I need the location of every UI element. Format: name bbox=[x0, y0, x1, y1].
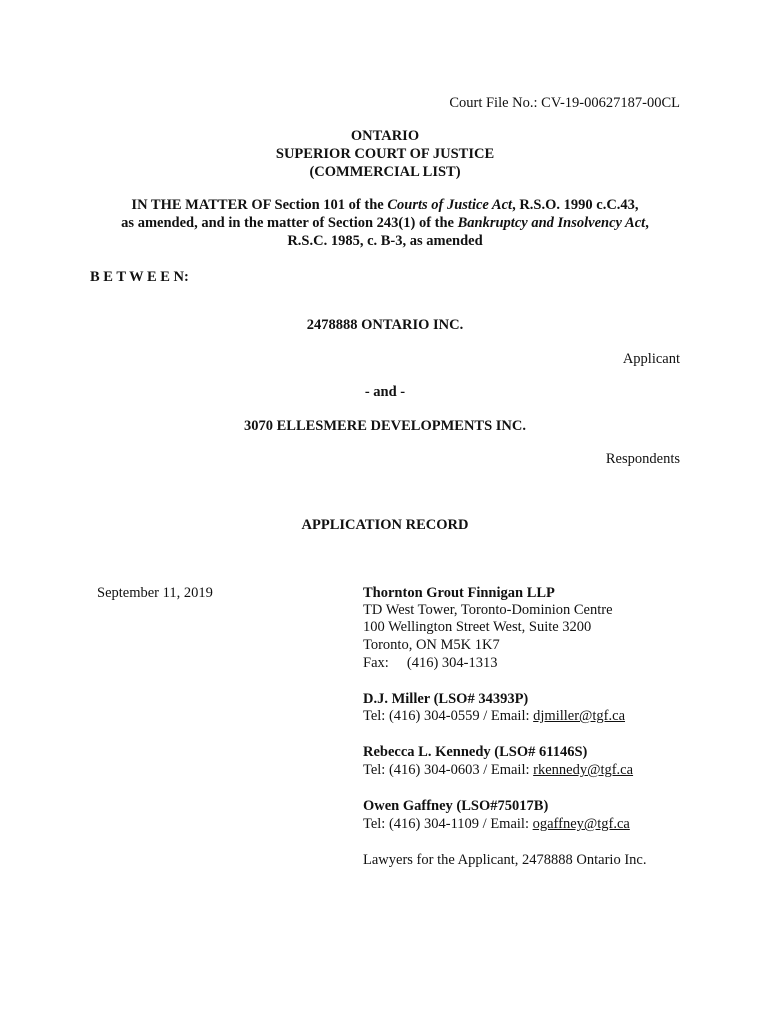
courts-act-title: Courts of Justice Act bbox=[387, 197, 513, 213]
lawyer-tel: Tel: (416) 304-1109 / Email: bbox=[363, 816, 533, 832]
matter-text: IN THE MATTER OF Section 101 of the bbox=[131, 197, 388, 213]
respondent-role: Respondents bbox=[605, 451, 680, 467]
lawyer-contact bbox=[363, 707, 625, 725]
document-date: September 11, 2019 bbox=[97, 585, 213, 601]
applicant-role: Applicant bbox=[622, 351, 680, 367]
applicant-name: 2478888 ONTARIO INC. bbox=[306, 317, 464, 333]
lawyer-tel: Tel: (416) 304-0559 / Email: bbox=[363, 708, 534, 724]
court-file-number: Court File No.: CV-19-00627187-00CL bbox=[449, 95, 680, 111]
matter-line-1 bbox=[0, 196, 770, 214]
firm-fax: Fax: (416) 304-1313 bbox=[363, 655, 498, 671]
lawyer-email-link[interactable]: djmiller@tgf.ca bbox=[533, 708, 626, 724]
matter-line-3: R.S.C. 1985, c. B-3, as amended bbox=[287, 233, 483, 249]
firm-address-3: Toronto, ON M5K 1K7 bbox=[363, 637, 500, 653]
respondent-name: 3070 ELLESMERE DEVELOPMENTS INC. bbox=[244, 418, 526, 434]
court-list: (COMMERCIAL LIST) bbox=[309, 164, 461, 180]
lawyer-contact bbox=[363, 761, 633, 779]
matter-text: as amended, and in the matter of Section 243(1) of the bbox=[121, 215, 458, 231]
firm-name: Thornton Grout Finnigan LLP bbox=[363, 585, 555, 601]
lawyer-name: D.J. Miller (LSO# 34393P) bbox=[363, 691, 529, 707]
bia-act-title: Bankruptcy and Insolvency Act bbox=[457, 215, 646, 231]
lawyers-for: Lawyers for the Applicant, 2478888 Ontario Inc. bbox=[363, 852, 647, 868]
matter-text: , bbox=[645, 215, 649, 231]
firm-address-1: TD West Tower, Toronto-Dominion Centre bbox=[363, 602, 613, 618]
matter-line-2 bbox=[0, 214, 770, 232]
court-province: ONTARIO bbox=[350, 128, 420, 144]
lawyer-contact bbox=[363, 815, 630, 833]
between-label: B E T W E E N: bbox=[90, 269, 189, 285]
lawyer-name: Rebecca L. Kennedy (LSO# 61146S) bbox=[363, 744, 588, 760]
court-name: SUPERIOR COURT OF JUSTICE bbox=[275, 146, 495, 162]
lawyer-name: Owen Gaffney (LSO#75017B) bbox=[363, 798, 549, 814]
firm-address-2: 100 Wellington Street West, Suite 3200 bbox=[363, 619, 592, 635]
and-separator: - and - bbox=[364, 384, 406, 400]
lawyer-email-link[interactable]: rkennedy@tgf.ca bbox=[533, 762, 634, 778]
record-title: APPLICATION RECORD bbox=[301, 517, 469, 533]
lawyer-email-link[interactable]: ogaffney@tgf.ca bbox=[532, 816, 630, 832]
lawyer-tel: Tel: (416) 304-0603 / Email: bbox=[363, 762, 534, 778]
matter-text: , R.S.O. 1990 c.C.43, bbox=[512, 197, 639, 213]
